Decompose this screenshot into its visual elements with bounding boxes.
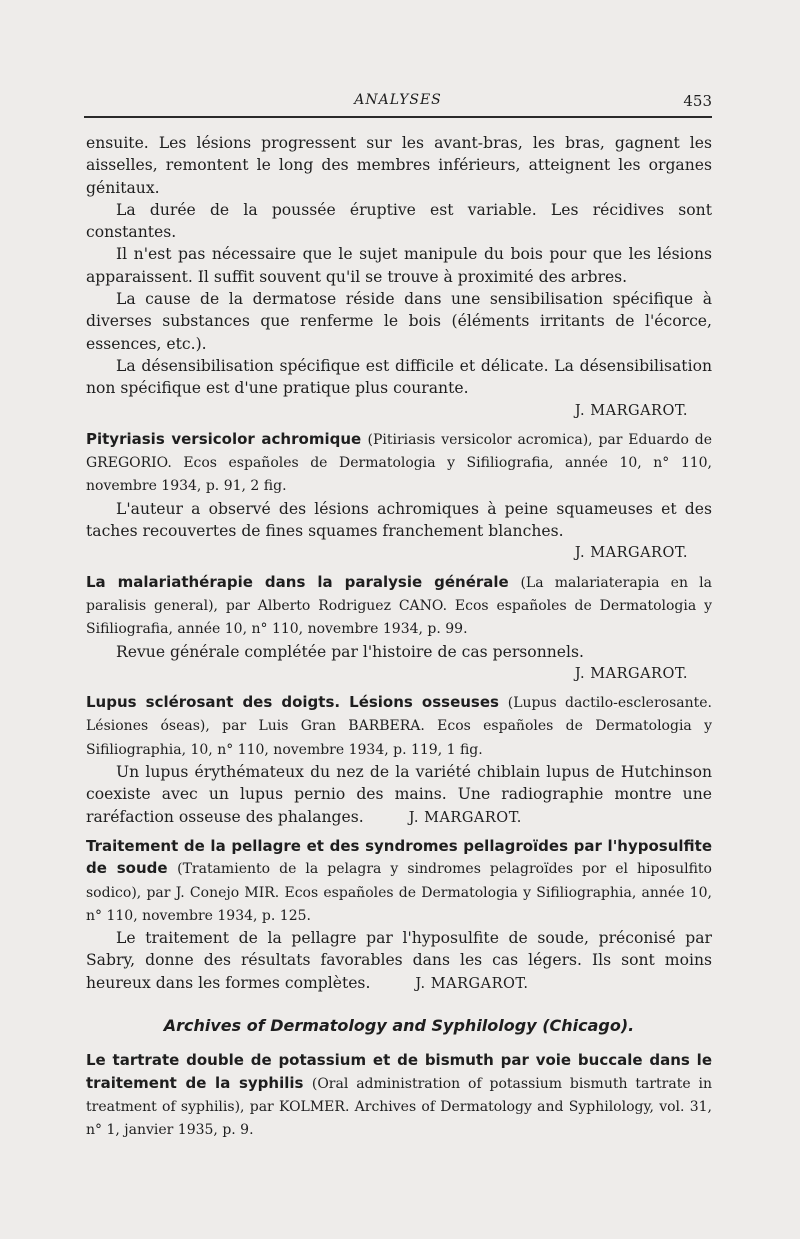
article-header [86, 1049, 712, 1141]
article-pellagre [86, 835, 712, 995]
article-header [86, 571, 712, 641]
article-reference: (Tratamiento de la pelagra y sindromes pelagroïdes por el hiposulfito sodico), par J. Conejo MIR. Ecos españoles de Dermatologia y Sifiliographia, année 10, n° 110, novembre 1934, p. 125. [86, 861, 712, 924]
article-tartrate [86, 1049, 712, 1141]
article-title: Le tartrate double de potassium et de bismuth par voie buccale dans le traitement de la syphilis [86, 1051, 712, 1092]
intro-paragraph: ensuite. Les lésions progressent sur les avant-bras, les bras, gagnent les aisselles, remontent le long des membres inférieurs, atteignent les organes génitaux. [86, 134, 712, 197]
article-header [86, 835, 712, 927]
intro-paragraph: La cause de la dermatose réside dans une sensibilisation spécifique à diverses substances que renferme le bois (éléments irritants de l'écorce, essences, etc.). [86, 290, 712, 353]
article-abstract-text: Le traitement de la pellagre par l'hyposulfite de soude, préconisé par Sabry, donne des résultats favorables dans les cas légers. Ils sont moins heureux dans les formes complètes. [86, 929, 712, 992]
article-abstract: Revue générale complétée par l'histoire de cas personnels. [116, 642, 584, 661]
article-header [86, 691, 712, 761]
article-reference: (Oral administration of potassium bismuth tartrate in treatment of syphilis), par KOLMER. Archives of Dermatology and Syphilology, vol. 31, n° 1, janvier 1935, p. 9. [86, 1075, 712, 1139]
author-signature: J. MARGAROT. [415, 975, 529, 992]
author-signature: J. MARGAROT. [408, 809, 522, 826]
article-title: Lupus sclérosant des doigts. Lésions osseuses [86, 693, 499, 712]
article-title: Pityriasis versicolor achromique [86, 429, 362, 448]
article-malariatherapie [86, 571, 712, 685]
article-header [86, 428, 712, 498]
page-body [86, 132, 712, 1141]
running-head: ANALYSES [354, 92, 442, 108]
article-abstract [86, 927, 712, 995]
article-reference: (La malariaterapia en la paralisis general), par Alberto Rodriguez CANO. Ecos españoles de Dermatologia y Sifiliografia, année 10, n° 110, novembre 1934, p. 99. [86, 574, 712, 638]
intro-paragraph: Il n'est pas nécessaire que le sujet manipule du bois pour que les lésions apparaissent. Il suffit souvent qu'il se trouve à proximité des arbres. [86, 245, 712, 286]
author-signature: J. MARGAROT. [574, 665, 688, 682]
page-header [84, 88, 712, 118]
article-title: La malariathérapie dans la paralysie générale [86, 572, 509, 591]
intro-paragraph: La durée de la poussée éruptive est variable. Les récidives sont constantes. [86, 200, 712, 242]
article-lupus [86, 691, 712, 829]
author-signature: J. MARGAROT. [574, 545, 688, 562]
article-title: Traitement de la pellagre et des syndromes pellagroïdes par l'hyposulfite de soude [86, 836, 712, 878]
article-reference: (Lupus dactilo-esclerosante. Lésiones óseas), par Luis Gran BARBERA. Ecos españoles de Dermatologia y Sifiliographia, 10, n° 110, novembre 1934, p. 119, 1 fig. [86, 695, 712, 758]
article-abstract: L'auteur a observé des lésions achromiques à peine squameuses et des taches recouvertes de fines squames franchement blanches. [86, 499, 712, 541]
author-signature: J. MARGAROT. [574, 402, 688, 419]
journal-section-heading: Archives of Dermatology and Syphilology (Chicago). [163, 1015, 635, 1035]
article-pityriasis [86, 428, 712, 565]
intro-paragraph: La désensibilisation spécifique est difficile et délicate. La désensibilisation non spécifique est d'une pratique plus courante. [86, 356, 712, 398]
article-abstract [86, 761, 712, 829]
article-reference: (Pitiriasis versicolor acromica), par Eduardo de GREGORIO. Ecos españoles de Dermatologia y Sifiliografia, année 10, n° 110, novembre 1934, p. 91, 2 fig. [86, 431, 712, 495]
article-abstract-text: Un lupus érythémateux du nez de la variété chiblain lupus de Hutchinson coexiste avec un lupus pernio des mains. Une radiographie montre une raréfaction osseuse des phalanges. [86, 763, 712, 826]
page-number: 453 [683, 92, 712, 110]
